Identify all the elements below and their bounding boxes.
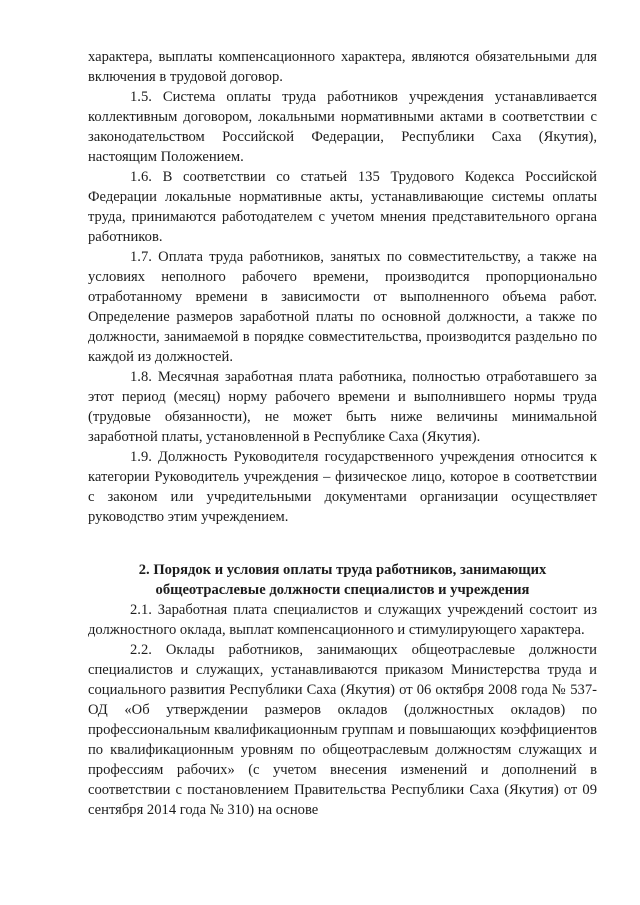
document-page (88, 47, 597, 820)
section-heading-line2: общеотраслевые должности специалистов и учреждения (155, 582, 530, 598)
paragraph-1-6: 1.6. В соответствии со статьей 135 Трудового Кодекса Российской Федерации локальные нормативные акты, устанавливающие системы оплаты труда, принимаются работодателем с учетом мнения представительного органа работников. (88, 169, 597, 245)
paragraph-1-5: 1.5. Система оплаты труда работников учреждения устанавливается коллективным договором, локальными нормативными актами в соответствии с законодательством Российской Федерации, Республики Саха (Якутия), настоящим Положением. (88, 89, 597, 165)
section-heading-line1: 2. Порядок и условия оплаты труда работников, занимающих (138, 562, 547, 578)
paragraph-continuation: характера, выплаты компенсационного характера, являются обязательными для включения в трудовой договор. (88, 49, 597, 85)
section-heading (88, 560, 597, 600)
paragraph-1-7: 1.7. Оплата труда работников, занятых по совместительству, а также на условиях неполного рабочего времени, производится пропорционально отработанному времени в зависимости от выполненного объема работ. Определение размеров заработной платы по основной должности, а также по должности, занимаемой в порядке совместительства, производится раздельно по каждой из должностей. (88, 249, 597, 365)
paragraph-1-8: 1.8. Месячная заработная плата работника, полностью отработавшего за этот период (месяц) норму рабочего времени и выполнившего нормы труда (трудовые обязанности), не может быть ниже величины минимальной заработной платы, установленной в Республике Саха (Якутия). (88, 369, 597, 445)
paragraph-2-2: 2.2. Оклады работников, занимающих общеотраслевые должности специалистов и служащих, устанавливаются приказом Министерства труда и социального развития Республики Саха (Якутия) от 06 октября 2008 года № 537-ОД «Об утверждении размеров окладов (должностных окладов) по профессиональным квалификационным группам и повышающих коэффициентов по квалификационным уровням по общеотраслевым должностям служащих и профессиям рабочих» (с учетом внесения изменений и дополнений в соответствии с постановлением Правительства Республики Саха (Якутия) от 09 сентября 2014 года № 310) на основе (88, 642, 597, 818)
paragraph-1-9: 1.9. Должность Руководителя государственного учреждения относится к категории Руководитель учреждения – физическое лицо, которое в соответствии с законом или учредительными документами организации осуществляет руководство этим учреждением. (88, 449, 597, 525)
paragraph-2-1: 2.1. Заработная плата специалистов и служащих учреждений состоит из должностного оклада, выплат компенсационного и стимулирующего характера. (88, 602, 597, 638)
